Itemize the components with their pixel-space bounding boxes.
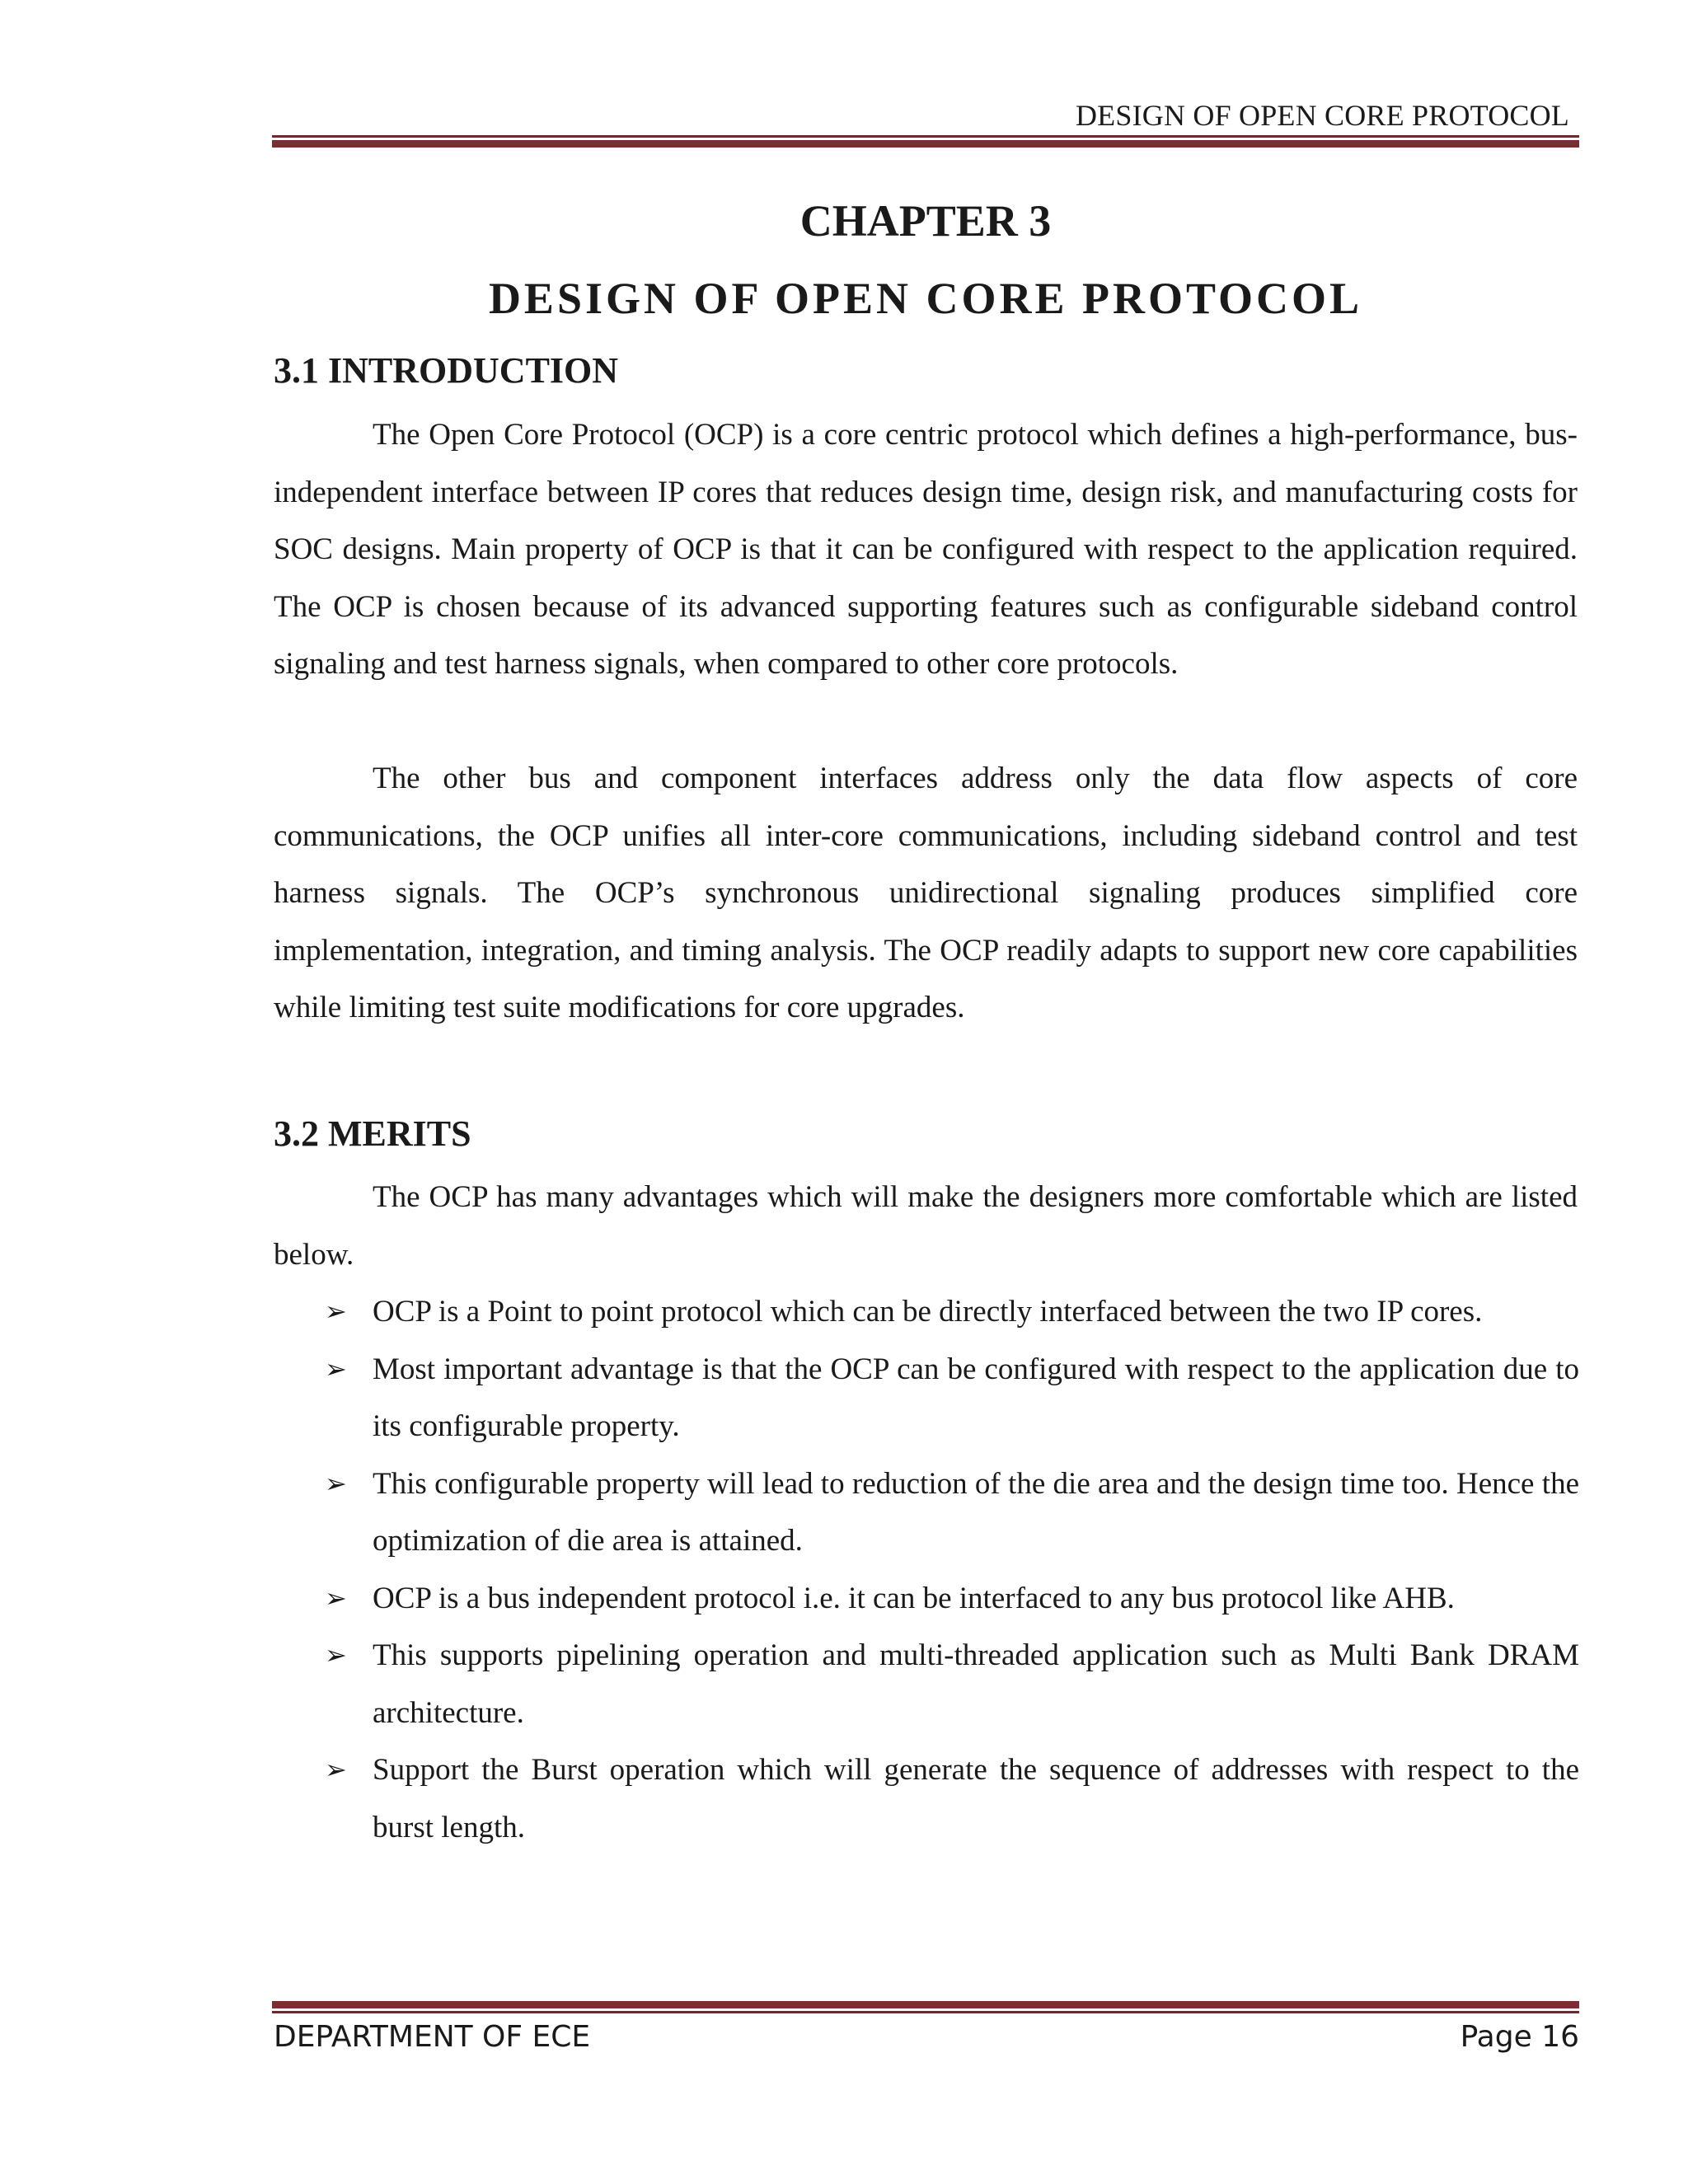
list-item: [272, 1283, 1579, 1341]
merits-paragraph: The OCP has many advantages which will make the designers more comfortable which are listed below.: [274, 1180, 1578, 1272]
footer-department: DEPARTMENT OF ECE: [274, 2020, 591, 2054]
arrowhead-bullet-icon: ➢: [325, 1639, 347, 1671]
list-item-text: This supports pipelining operation and multi-threaded application such as Multi Bank DRAM architecture.: [373, 1638, 1579, 1730]
section-heading-introduction: 3.1 INTRODUCTION: [274, 350, 619, 391]
document-page: [272, 0, 1579, 2184]
footer-page-number: Page 16: [1460, 2020, 1579, 2054]
list-item: [272, 1741, 1579, 1856]
section-heading-merits: 3.2 MERITS: [274, 1113, 471, 1154]
intro-paragraph-1: The Open Core Protocol (OCP) is a core centric protocol which defines a high-performance, bus-independent interface between IP cores that reduces design time, design risk, and manufacturing costs for SOC designs. Main property of OCP is that it can be configured with respect to the application required. The OCP is chosen because of its advanced supporting features such as configurable sideband control signaling and test harness signals, when compared to other core protocols.: [274, 418, 1578, 681]
list-item-text: OCP is a bus independent protocol i.e. it can be interfaced to any bus protocol like AHB.: [373, 1581, 1455, 1615]
intro-paragraph-2: The other bus and component interfaces address only the data flow aspects of core communications, the OCP unifies all inter-core communications, including sideband control and test harness signals. The OCP’s synchronous unidirectional signaling produces simplified core implementation, integration, and timing analysis. The OCP readily adapts to support new core capabilities while limiting test suite modifications for core upgrades.: [274, 762, 1578, 1024]
list-item: [272, 1341, 1579, 1455]
header-rule: [272, 135, 1579, 148]
arrowhead-bullet-icon: ➢: [325, 1352, 347, 1385]
list-item: [272, 1455, 1579, 1570]
list-item-text: Most important advantage is that the OCP can be configured with respect to the application due to its configurable property.: [373, 1352, 1579, 1443]
list-item: [272, 1627, 1579, 1741]
list-item-text: This configurable property will lead to reduction of the die area and the design time too. Hence the optimization of die area is attained.: [373, 1466, 1579, 1558]
running-header: DESIGN OF OPEN CORE PROTOCOL: [1075, 99, 1569, 132]
list-item: [272, 1570, 1579, 1628]
merits-list: [272, 1283, 1579, 1856]
list-item-text: OCP is a Point to point protocol which can be directly interfaced between the two IP cores.: [373, 1295, 1483, 1329]
list-item-text: Support the Burst operation which will generate the sequence of addresses with respect to the burst length.: [373, 1753, 1579, 1844]
chapter-number: CHAPTER 3: [799, 196, 1052, 246]
footer-rule: [272, 2001, 1579, 2013]
arrowhead-bullet-icon: ➢: [325, 1754, 347, 1785]
arrowhead-bullet-icon: ➢: [325, 1467, 347, 1499]
arrowhead-bullet-icon: ➢: [325, 1582, 347, 1614]
arrowhead-bullet-icon: ➢: [325, 1296, 347, 1327]
chapter-title: DESIGN OF OPEN CORE PROTOCOL: [488, 274, 1363, 323]
